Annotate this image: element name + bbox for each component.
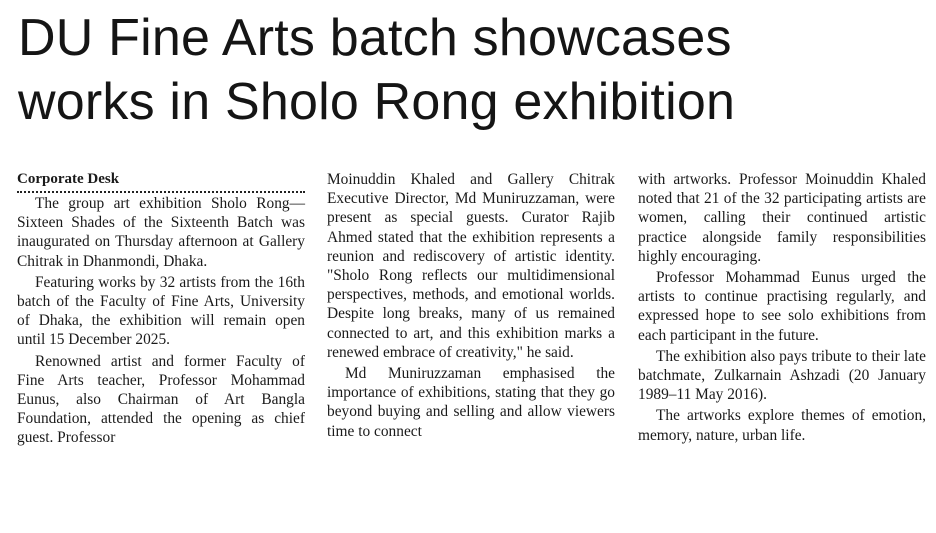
headline — [18, 6, 928, 134]
paragraph: with artworks. Professor Moinuddin Khaled noted that 21 of the 32 participating artists are women, calling their continued artistic practice alongside family responsibilities highly encouraging. — [638, 171, 926, 265]
paragraph: Moinuddin Khaled and Gallery Chitrak Executive Director, Md Muniruzzaman, were present as special guests. Curator Rajib Ahmed stated that the exhibition represents a reunion and rediscovery of artistic identity. "Sholo Rong reflects our multidimensional perspectives, methods, and emotional worlds. Despite long breaks, many of us remained connected to art, and this exhibition marks a renewed embrace of creativity," he said. — [327, 171, 615, 361]
paragraph: Md Muniruzzaman emphasised the importance of exhibitions, stating that they go beyond buying and selling and allow viewers time to connect — [327, 365, 615, 440]
paragraph: Professor Mohammad Eunus urged the artists to continue practising regularly, and expressed hope to see solo exhibitions from each participant in the future. — [638, 269, 926, 344]
paragraph: The artworks explore themes of emotion, memory, nature, urban life. — [638, 407, 926, 444]
article-column-3 — [638, 170, 926, 447]
paragraph: Featuring works by 32 artists from the 16th batch of the Faculty of Fine Arts, University of Dhaka, the exhibition will remain open until 15 December 2025. — [17, 273, 305, 349]
paragraph: The group art exhibition Sholo Rong—Sixteen Shades of the Sixteenth Batch was inaugurated on Thursday afternoon at Gallery Chitrak in Dhanmondi, Dhaka. — [17, 195, 305, 270]
paragraph: Renowned artist and former Faculty of Fine Arts teacher, Professor Mohammad Eunus, also Chairman of Art Bangla Foundation, attended the opening as chief guest. Professor — [17, 352, 305, 447]
headline-line-2: works in Sholo Rong exhibition — [18, 73, 736, 131]
article-column-2 — [327, 170, 615, 443]
paragraph: The exhibition also pays tribute to their late batchmate, Zulkarnain Ashzadi (20 January 1989–11 May 2016). — [638, 347, 926, 404]
headline-line-1: DU Fine Arts batch showcases — [18, 9, 732, 67]
byline: Corporate Desk — [17, 170, 305, 193]
article-column-1 — [17, 170, 305, 450]
